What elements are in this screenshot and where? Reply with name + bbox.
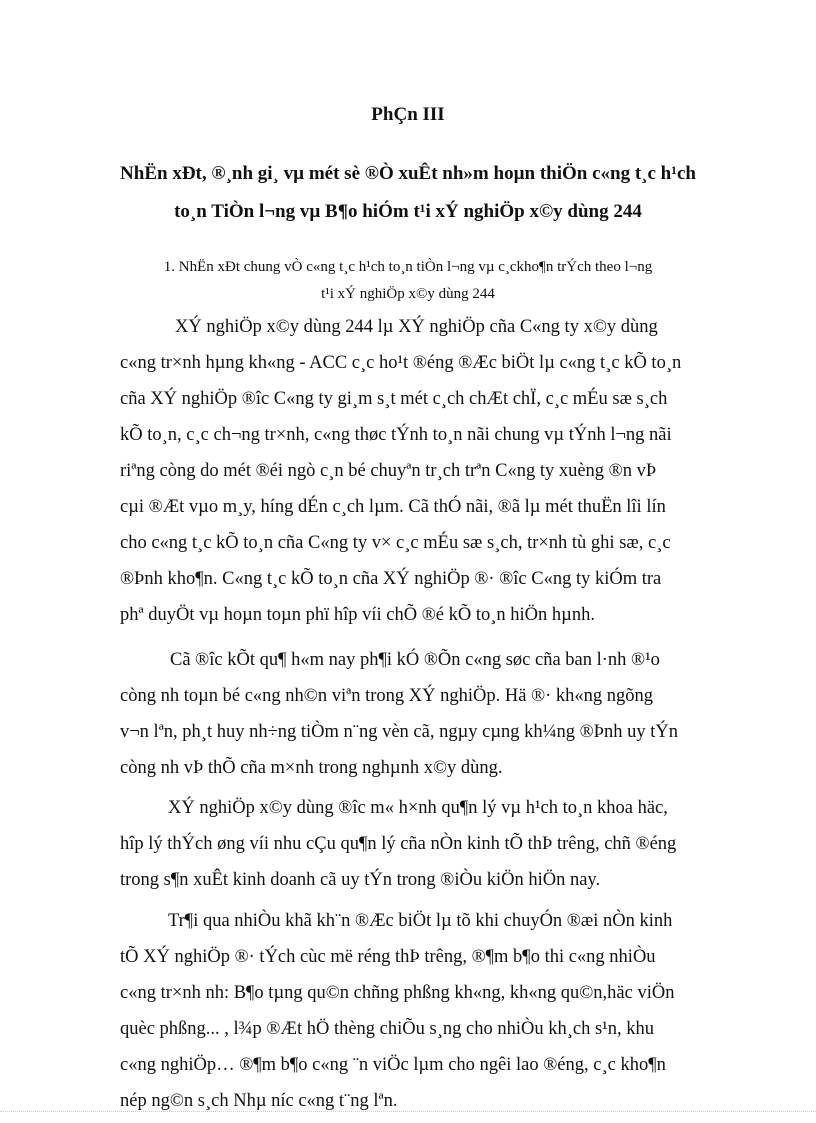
paragraph-1-line: XÝ nghiÖp x©y dùng 244 lµ XÝ nghiÖp cña C«ng ty x©y dùng: [175, 317, 658, 337]
paragraph-4-line: c«ng nghiÖp… ®¶m b¶o c«ng ¨n viÖc lµm cho ngêi lao ®éng, c¸c kho¶n: [120, 1055, 666, 1075]
paragraph-1-line: cña XÝ nghiÖp ®îc C«ng ty gi¸m s¸t mét c¸ch chÆt chÏ, c¸c mÉu sæ s¸ch: [120, 389, 668, 409]
paragraph-1-line: c«ng tr×nh hµng kh«ng - ACC c¸c ho¹t ®éng ®Æc biÖt lµ c«ng t¸c kÕ to¸n: [120, 353, 682, 373]
paragraph-4-line: quèc phßng... , l¾p ®Æt hÖ thèng chiÕu s¸ng cho nhiÒu kh¸ch s¹n, khu: [120, 1019, 654, 1039]
paragraph-3-line: trong s¶n xuÊt kinh doanh cã uy tÝn trong ®iÒu kiÖn hiÖn nay.: [120, 870, 601, 890]
paragraph-4-line: tÕ XÝ nghiÖp ®· tÝch cùc më réng thÞ trêng, ®¶m b¶o thi c«ng nhiÒu: [120, 947, 656, 967]
page-footer-rule: [0, 1111, 816, 1112]
section-heading-line-1: NhËn xÐt, ®¸nh gi¸ vµ mét sè ®Ò xuÊt nh»m hoµn thiÖn c«ng t¸c h¹ch: [120, 163, 696, 184]
paragraph-4-line: Tr¶i qua nhiÒu khã kh¨n ®Æc biÖt lµ tõ khi chuyÓn ®æi nÒn kinh: [168, 911, 673, 931]
paragraph-2-line: còng nh vÞ thÕ cña m×nh trong nghµnh x©y dùng.: [120, 758, 503, 778]
section-heading-line-2: to¸n TiÒn l¬ng vµ B¶o hiÓm t¹i xÝ nghiÖp x©y dùng 244: [174, 201, 642, 222]
paragraph-3-line: hîp lý thÝch øng víi nhu cÇu qu¶n lý cña nÒn kinh tÕ thÞ trêng, chñ ®éng: [120, 834, 677, 854]
paragraph-4-line: c«ng tr×nh nh: B¶o tµng qu©n chñng phßng kh«ng, kh«ng qu©n,häc viÖn: [120, 983, 675, 1003]
paragraph-3-line: XÝ nghiÖp x©y dùng ®îc m« h×nh qu¶n lý vµ h¹ch to¸n khoa häc,: [168, 798, 668, 818]
paragraph-2-line: v¬n lªn, ph¸t huy nh÷ng tiÒm n¨ng vèn cã, ngµy cµng kh¼ng ®Þnh uy tÝn: [120, 722, 678, 742]
paragraph-1-line: riªng còng do mét ®éi ngò c¸n bé chuyªn tr¸ch trªn C«ng ty xuèng ®n vÞ: [120, 461, 657, 481]
paragraph-1-line: cho c«ng t¸c kÕ to¸n cña C«ng ty v× c¸c mÉu sæ s¸ch, tr×nh tù ghi sæ, c¸c: [120, 533, 671, 553]
paragraph-4-line: nép ng©n s¸ch Nhµ níc c«ng t¨ng lªn.: [120, 1091, 398, 1111]
subheading-line-1: 1. NhËn xÐt chung vÒ c«ng t¸c h¹ch to¸n tiÒn l¬ng vµ c¸ckho¶n trÝch theo l¬ng: [163, 259, 653, 275]
paragraph-1-line: kÕ to¸n, c¸c ch¬ng tr×nh, c«ng thøc tÝnh to¸n nãi chung vµ tÝnh l¬ng nãi: [120, 425, 672, 445]
paragraph-1-line: ®Þnh kho¶n. C«ng t¸c kÕ to¸n cña XÝ nghiÖp ®· ®îc C«ng ty kiÓm tra: [120, 569, 662, 589]
part-title: PhÇn III: [371, 104, 445, 125]
paragraph-1-line: cµi ®Æt vµo m¸y, híng dÉn c¸ch lµm. Cã thÓ nãi, ®ã lµ mét thuËn lîi lín: [120, 497, 666, 517]
subheading-line-2: t¹i xÝ nghiÖp x©y dùng 244: [321, 286, 495, 302]
paragraph-1-line: phª duyÖt vµ hoµn toµn phï hîp víi chÕ ®é kÕ to¸n hiÖn hµnh.: [120, 605, 595, 625]
paragraph-2-line: còng nh toµn bé c«ng nh©n viªn trong XÝ nghiÖp. Hä ®· kh«ng ngõng: [120, 686, 654, 706]
paragraph-2-line: Cã ®îc kÕt qu¶ h«m nay ph¶i kÓ ®Õn c«ng søc cña ban l·nh ®¹o: [170, 650, 660, 670]
